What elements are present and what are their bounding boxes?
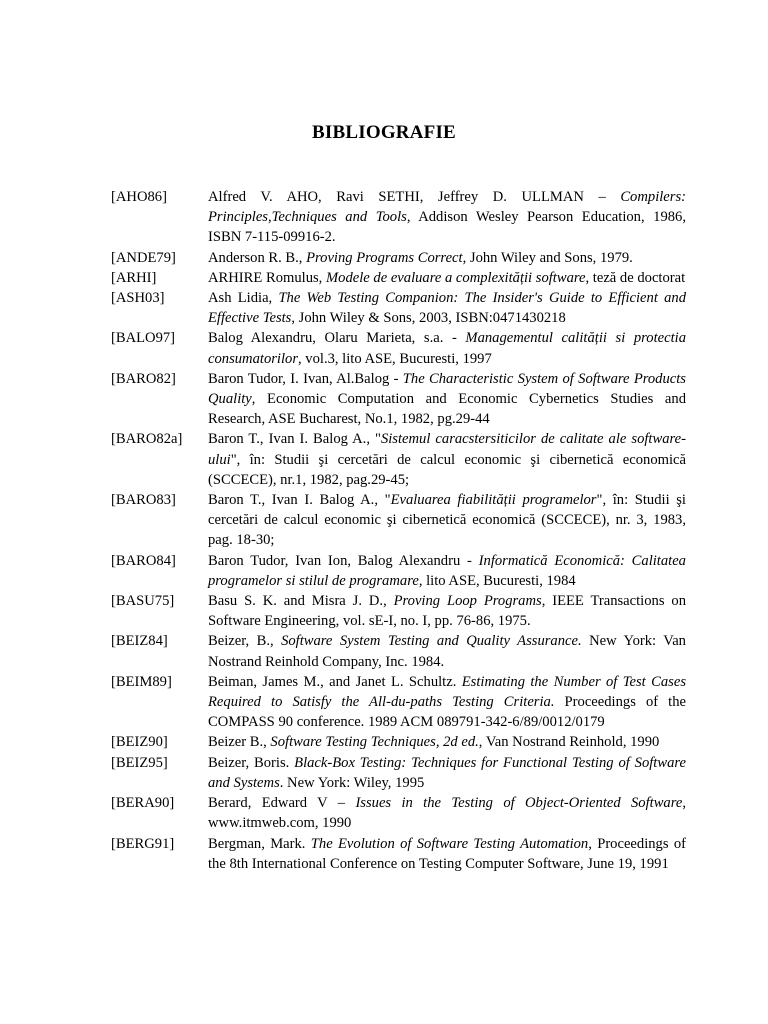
entry-text-segment: , vol.3, lito ASE, Bucuresti, 1997 [298, 350, 492, 367]
entry-text [208, 551, 686, 591]
entry-text-segment: Balog Alexandru, Olaru Marieta, s.a. - [208, 330, 466, 347]
entry-title-italic: The Evolution of Software Testing Automation, [310, 835, 592, 852]
bibliography-list [111, 187, 686, 874]
entry-text-segment: Ash Lidia, [208, 290, 279, 307]
bibliography-entry [111, 834, 686, 874]
entry-text-segment: New York: Van Nostrand Reinhold Company, Inc. 1984. [208, 633, 686, 670]
entry-key: [BALO97] [111, 330, 176, 347]
bibliography-entry [111, 551, 686, 591]
entry-title-italic: The Web Testing Companion: The Insider's Guide to Efficient and Effective Tests [208, 290, 686, 327]
entry-title-italic: Black-Box Testing: Techniques for Functional Testing of Software and Systems [208, 754, 687, 791]
bibliography-entry [111, 248, 686, 268]
entry-text-segment: Bergman, Mark. [208, 835, 311, 852]
entry-title-italic: The Characteristic System of Software Products Quality [208, 370, 686, 408]
entry-text-segment: Baron T., Ivan I. Balog A., " [208, 492, 391, 509]
entry-title-italic: Estimating the Number of Test Cases Required to Satisfy the All-du-paths Testing Criteria. [208, 673, 686, 711]
entry-text-segment: Berard, Edward V – [208, 795, 356, 812]
entry-text-segment: Proceedings of the 8th International Conference on Testing Computer Software, June 19, 1991 [208, 835, 687, 872]
entry-key: [ARHI] [111, 269, 157, 286]
entry-text-segment: Baron Tudor, Ivan Ion, Balog Alexandru - [208, 552, 479, 569]
entry-text [208, 288, 686, 328]
entry-title-italic: Modele de evaluare a complexității software [325, 269, 586, 286]
bibliography-entry [111, 631, 686, 671]
bibliography-entry [111, 591, 686, 631]
entry-text-segment: , John Wiley and Sons, 1979. [462, 249, 633, 266]
entry-key: [BARO83] [111, 492, 176, 509]
entry-text-segment: Baron Tudor, I. Ivan, Al.Balog - [208, 370, 403, 387]
entry-title-italic: Managementul calității si protectia consumatorilor [208, 330, 686, 367]
bibliography-entry [111, 732, 686, 752]
entry-key: [ASH03] [111, 290, 165, 307]
entry-title-italic: Software System Testing and Quality Assurance. [281, 633, 582, 650]
entry-text [208, 834, 686, 874]
entry-key: [AHO86] [111, 189, 167, 205]
entry-text-segment: , Economic Computation and Economic Cybernetics Studies and Research, ASE Bucharest, No.1, 1982, pg.29-44 [208, 391, 686, 428]
entry-text-segment: Alfred V. AHO, Ravi SETHI, Jeffrey D. ULLMAN – [208, 189, 621, 205]
page-title: BIBLIOGRAFIE [312, 122, 456, 143]
entry-text [208, 591, 686, 631]
entry-text-segment: . New York: Wiley, 1995 [279, 774, 425, 791]
entry-title-italic: Software Testing Techniques, 2d ed. [270, 734, 479, 751]
entry-text [208, 753, 686, 793]
entry-text-segment: Anderson R. B., [208, 249, 307, 266]
entry-text [208, 672, 686, 733]
entry-text [208, 369, 686, 430]
entry-text [208, 631, 686, 671]
entry-text-segment: , teză de doctorat [585, 269, 686, 286]
entry-key: [BARO84] [111, 552, 176, 569]
entry-text-segment: Proceedings of the COMPASS 90 conference. 1989 ACM 089791-342-6/89/0012/0179 [208, 694, 687, 731]
entry-key: [BARO82a] [111, 431, 183, 448]
entry-title-italic: Proving Programs Correct [306, 249, 463, 266]
bibliography-entry [111, 429, 686, 490]
entry-text-segment: Basu S. K. and Misra J. D., [208, 593, 394, 610]
entry-text-segment: ", în: Studii şi cercetări de calcul economic şi cibernetică economică (SCCECE), nr.1, 1982, pag.29-45; [208, 451, 686, 488]
entry-text-segment: Beiman, James M., and Janet L. Schultz. [208, 673, 462, 690]
bibliography-entry [111, 288, 686, 328]
entry-key: [BERG91] [111, 835, 175, 852]
entry-text-segment: Baron T., Ivan I. Balog A., " [208, 431, 381, 448]
entry-text [208, 248, 686, 268]
entry-key: [ANDE79] [111, 249, 176, 266]
entry-text [208, 328, 686, 368]
entry-text-segment: , John Wiley & Sons, 2003, ISBN:0471430218 [291, 310, 566, 327]
entry-key: [BERA90] [111, 795, 175, 812]
entry-key: [BEIZ95] [111, 754, 168, 771]
entry-key: [BEIM89] [111, 673, 172, 690]
entry-text-segment: , Van Nostrand Reinhold, 1990 [478, 734, 660, 751]
entry-text-segment: Beizer B., [208, 734, 271, 751]
entry-key: [BEIZ90] [111, 734, 168, 751]
entry-title-italic: Issues in the Testing of Object-Oriented Software [355, 795, 683, 812]
bibliography-entry [111, 328, 686, 368]
bibliography-entry [111, 369, 686, 430]
entry-title-italic: Sistemul caracstersiticilor de calitate ale software-ului [208, 431, 686, 468]
entry-text-segment: , Addison Wesley Pearson Education, 1986, ISBN 7-115-09916-2. [208, 209, 686, 246]
entry-text [208, 429, 686, 490]
entry-text [208, 187, 686, 248]
entry-text-segment: Beizer, B., [208, 633, 282, 650]
entry-title-italic: Evaluarea fiabilității programelor [390, 492, 597, 509]
bibliography-entry [111, 672, 686, 733]
bibliography-entry [111, 793, 686, 833]
entry-key: [BEIZ84] [111, 633, 168, 650]
bibliography-entry [111, 753, 686, 793]
bibliography-entry [111, 187, 686, 248]
entry-text-segment: Beizer, Boris. [208, 754, 295, 771]
entry-key: [BARO82] [111, 370, 176, 387]
entry-text-segment: , www.itmweb.com, 1990 [208, 795, 686, 832]
entry-title-italic: Compilers: Principles,Techniques and Tools [208, 189, 686, 226]
entry-text-segment: ", în: Studii şi cercetări de calcul economic şi cibernetică economică (SCCECE), nr. 3, 1983, pag. 18-30; [208, 492, 686, 549]
entry-text [208, 732, 686, 752]
entry-text-segment: , IEEE Transactions on Software Engineering, vol. sE-I, no. I, pp. 76-86, 1975. [208, 593, 686, 630]
bibliography-entry [111, 268, 686, 288]
entry-text [208, 793, 686, 833]
bibliography-entry [111, 490, 686, 551]
entry-title-italic: Informatică Economică: Calitatea programelor si stilul de programare [208, 552, 686, 589]
entry-text-segment: ARHIRE Romulus, [208, 269, 326, 286]
entry-text [208, 490, 686, 551]
entry-key: [BASU75] [111, 593, 175, 610]
entry-text [208, 268, 686, 288]
entry-title-italic: Proving Loop Programs [393, 593, 542, 610]
entry-text-segment: , lito ASE, Bucuresti, 1984 [418, 572, 576, 589]
